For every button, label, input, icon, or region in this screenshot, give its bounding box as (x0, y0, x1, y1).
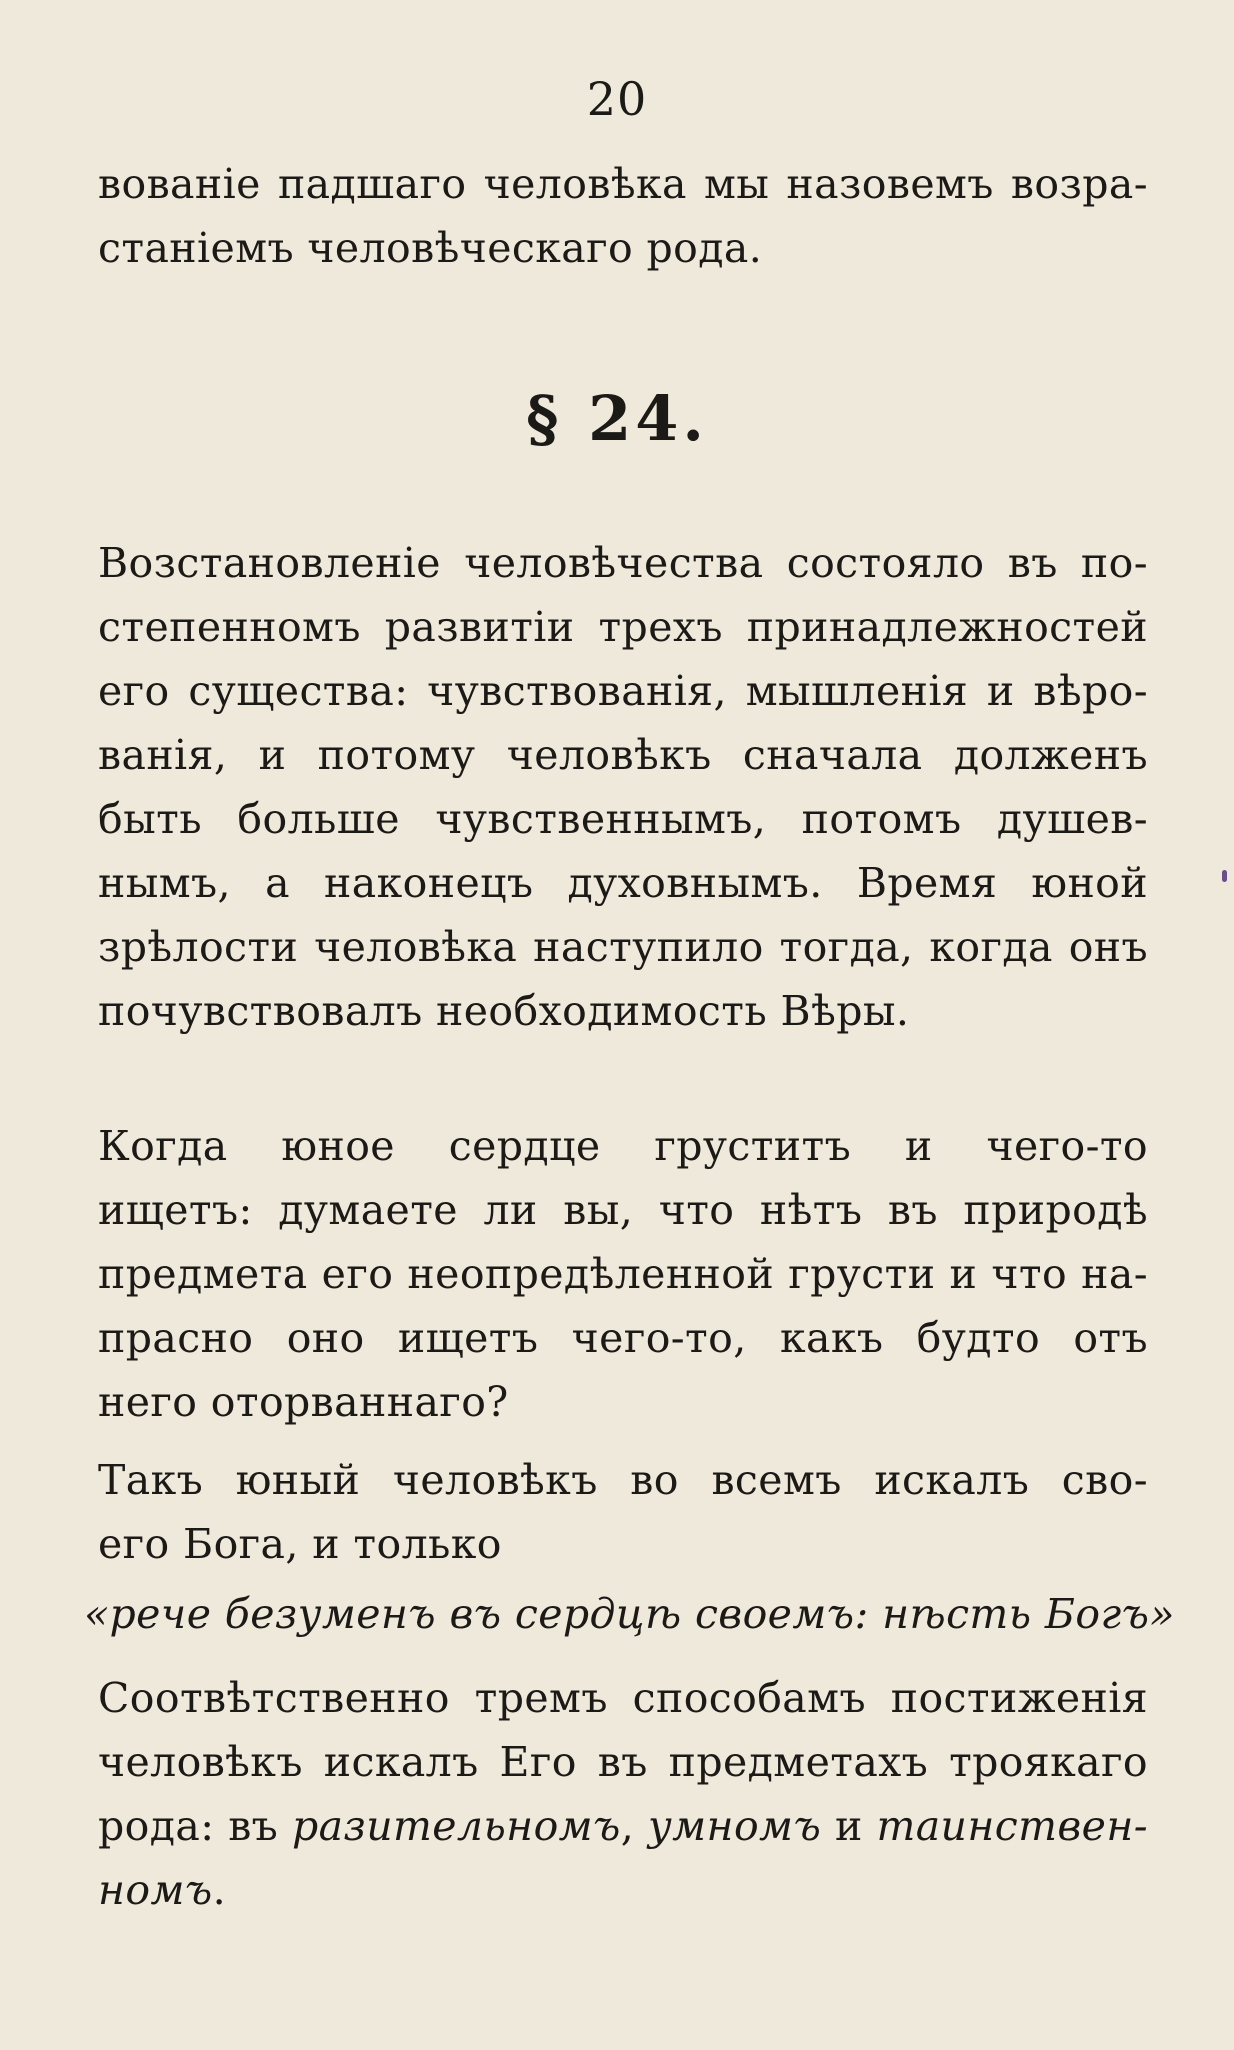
paragraph-4 (98, 1666, 1148, 1922)
continuation-paragraph (98, 152, 1148, 280)
text-line: станіемъ человѣческаго рода. (98, 224, 763, 272)
section-heading: § 24. (526, 382, 708, 455)
text-line: его существа: чувствованія, мышленія и вѣро- (98, 667, 1148, 715)
text-line: зрѣлости человѣка наступило тогда, когда онъ (98, 923, 1148, 971)
text-line-mixed (98, 1794, 1148, 1858)
text-fragment: рода: въ (98, 1802, 292, 1850)
paragraph-1 (98, 531, 1148, 1043)
quote-block (84, 1582, 1175, 1646)
paragraph-2 (98, 1114, 1148, 1434)
text-fragment: , (620, 1802, 648, 1850)
text-line: Соотвѣтственно тремъ способамъ постиженія (98, 1674, 1148, 1722)
text-line: предмета его неопредѣленной грусти и что на- (98, 1250, 1148, 1298)
text-line: ищетъ: думаете ли вы, что нѣтъ въ природѣ (98, 1186, 1148, 1234)
text-line: его Бога, и только (98, 1520, 502, 1568)
quote-line: «рече безуменъ въ сердцѣ своемъ: нѣсть Богъ» (84, 1590, 1175, 1638)
text-line: прасно оно ищетъ чего-то, какъ будто отъ (98, 1314, 1148, 1362)
text-fragment: и (821, 1802, 877, 1850)
text-line: Такъ юный человѣкъ во всемъ искалъ сво- (98, 1456, 1148, 1504)
italic-word: разительномъ (291, 1802, 621, 1850)
text-line: Когда юное сердце груститъ и чего-то (98, 1122, 1148, 1170)
ink-speck (1222, 870, 1227, 882)
text-line: быть больше чувственнымъ, потомъ душев- (98, 795, 1148, 843)
text-line: человѣкъ искалъ Его въ предметахъ троякаго (98, 1738, 1148, 1786)
text-line: вованіе падшаго человѣка мы назовемъ возра- (98, 160, 1148, 208)
italic-word: таинствен- (876, 1802, 1148, 1850)
text-fragment: . (212, 1866, 227, 1914)
page-number: 20 (586, 72, 648, 126)
text-line: Возстановленіе человѣчества состояло въ по- (98, 539, 1148, 587)
text-line: него оторваннаго? (98, 1378, 509, 1426)
paragraph-3 (98, 1448, 1148, 1576)
text-line-mixed (98, 1858, 1148, 1922)
italic-word: умномъ (647, 1802, 822, 1850)
text-line: нымъ, а наконецъ духовнымъ. Время юной (98, 859, 1148, 907)
italic-word: номъ (98, 1866, 213, 1914)
text-line: почувствовалъ необходимость Вѣры. (98, 987, 910, 1035)
text-line: ванія, и потому человѣкъ сначала долженъ (98, 731, 1148, 779)
text-line: степенномъ развитіи трехъ принадлежностей (98, 603, 1148, 651)
